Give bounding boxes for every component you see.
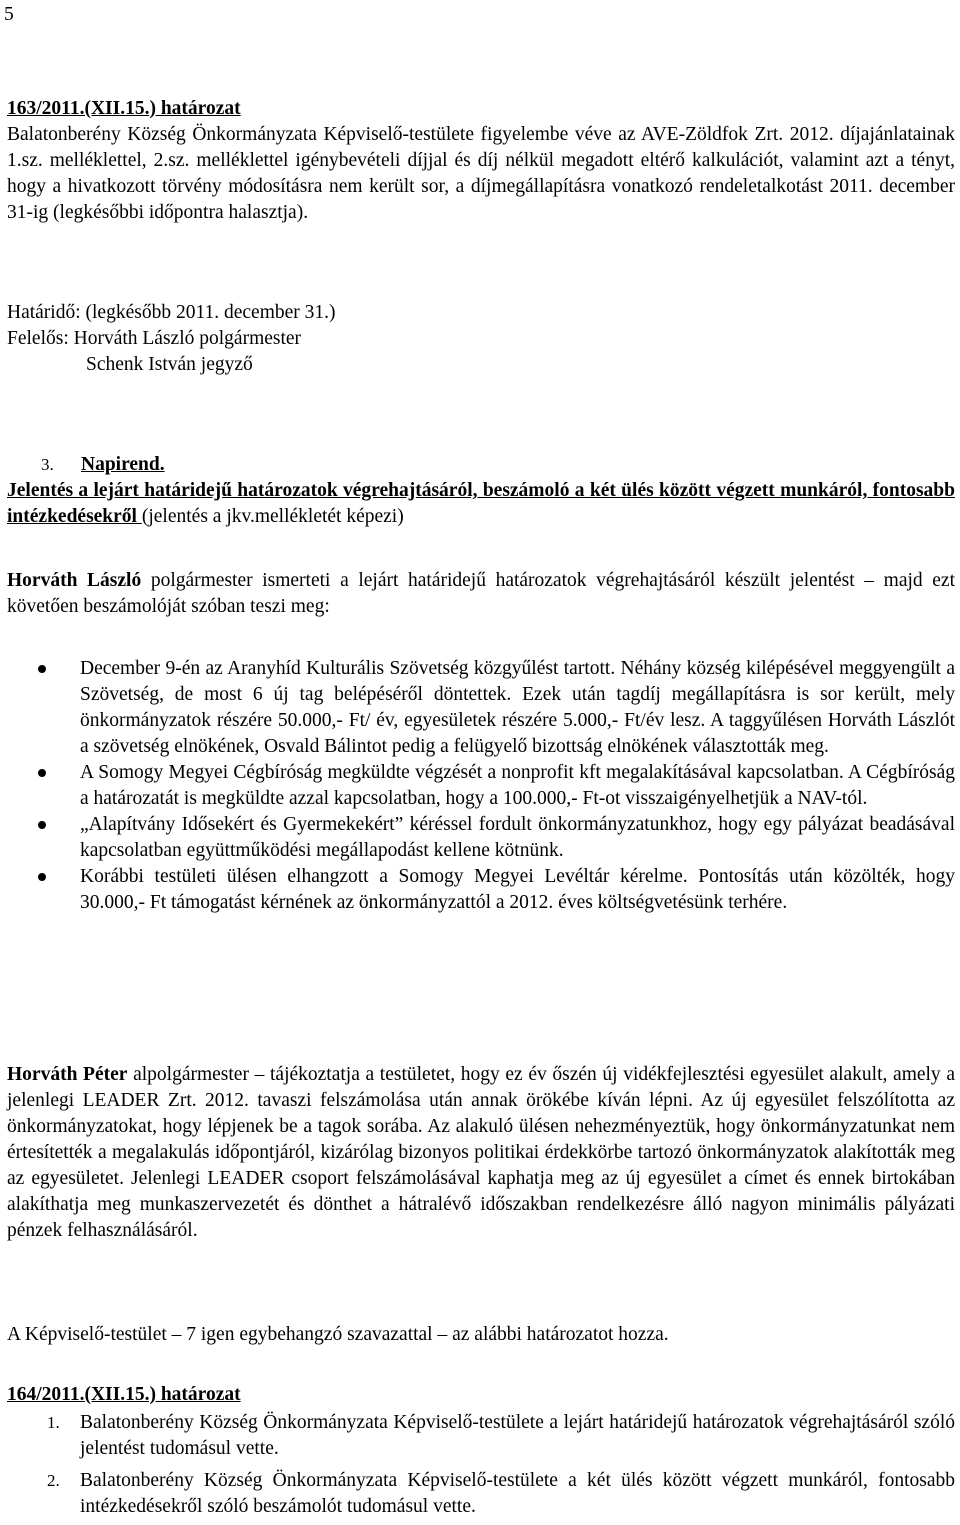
responsible: Felelős: Horváth László polgármester: [7, 328, 302, 349]
report-bullets: [7, 656, 955, 916]
intro-paragraph: [7, 568, 955, 620]
page-number: 5: [4, 4, 14, 25]
bullet-icon: [38, 665, 46, 673]
agenda-number: 3.: [41, 455, 54, 474]
list-item: [7, 1468, 955, 1520]
bullet-icon: [38, 769, 46, 777]
list-item-text: Korábbi testületi ülésen elhangzott a Somogy Megyei Levéltár kérelme. Pontosítás után közölték, hogy 30.000,- Ft támogatást kérnének az önkormányzattól a 2012. éves költségvetésünk terhére.: [80, 866, 955, 913]
intro-speaker: Horváth László: [7, 570, 142, 591]
agenda-label: Napirend.: [81, 454, 165, 475]
agenda-title: [7, 478, 955, 530]
bullet-icon: [38, 873, 46, 881]
item-number: 1.: [47, 1413, 60, 1432]
list-item: [7, 656, 955, 760]
list-item-text: A Somogy Megyei Cégbíróság megküldte végzését a nonprofit kft megalakításával kapcsolatban. A Cégbíróság a határozatát is megküldte azzal kapcsolatban, hogy a 100.000,- Ft-ot visszaigényelhetjük a NAV-tól.: [80, 762, 955, 809]
agenda-title-note: (jelentés a jkv.mellékletét képezi): [141, 506, 404, 527]
resolution-164-title-block: [7, 1382, 955, 1408]
deputy-speaker: Horváth Péter: [7, 1064, 128, 1085]
resolution-164-items: [7, 1410, 955, 1520]
list-item-text: „Alapítvány Idősekért és Gyermekekért” kéréssel fordult önkormányzatunkhoz, hogy egy pályázat beadásával kapcsolatban együttműködési megállapodást kellene kötnünk.: [80, 814, 955, 861]
agenda-heading: [7, 452, 955, 478]
item-number: 2.: [47, 1471, 60, 1490]
list-item: [7, 864, 955, 916]
list-item-text: December 9-én az Aranyhíd Kulturális Szövetség közgyűlést tartott. Néhány község kilépésével meggyengült a Szövetség, de most 6 új tag belépéséről döntettek. Ezek után tagdíj megállapításra is sor került, mely önkormányzatok részére 50.000,- Ft/ év, egyesületek részére 5.000,- Ft/év lesz. A taggyűlésen Horváth Lászlót a szövetség elnökének, Osvald Bálintot pedig a felügyelő bizottság elnökének választották meg.: [80, 658, 955, 757]
agenda-item: [7, 452, 955, 530]
resolution-163-body: Balatonberény Község Önkormányzata Képviselő-testülete figyelembe véve az AVE-Zöldfok Zrt. 2012. díjajánlatainak 1.sz. melléklettel, 2.sz. melléklettel igénybevételi díjjal és díj nélkül megadott eltérő kalkulációt, valamint azt a tényt, hogy a hivatkozott törvény módosításra nem került sor, a díjmegállapításra vonatkozó rendeletalkotást 2011. december 31-ig (legkésőbbi időpontra halasztja).: [7, 124, 955, 223]
deadline: Határidő: (legkésőbb 2011. december 31.): [7, 302, 336, 323]
deputy-paragraph: [7, 1062, 955, 1244]
item-text: Balatonberény Község Önkormányzata Képviselő-testülete a lejárt határidejű határozatok végrehajtásáról szóló jelentést tudomásul vette.: [80, 1412, 955, 1459]
vote-text: A Képviselő-testület – 7 igen egybehangzó szavazattal – az alábbi határozatot hozza.: [7, 1324, 669, 1345]
resolution-164-title: 164/2011.(XII.15.) határozat: [7, 1384, 241, 1405]
deadline-block: [7, 300, 955, 378]
vote-paragraph: [7, 1322, 955, 1348]
deputy-text: alpolgármester – tájékoztatja a testületet, hogy ez év őszén új vidékfejlesztési egyesület alakult, amely a jelenlegi LEADER Zrt. 2012. tavaszi felszámolása után annak örökébe kíván lépni. Az új egyesület felszólította az önkormányzatokat, hogy lépjenek be a tagok sorába. Az alakuló ülésen nehezményeztük, hogy önkormányzatunkat nem értesítették a megalakulás időpontjáról, kizárólag bizonyos politikai érdekkörbe tartozó önkormányzatok alakították meg az egyesületet. Jelenlegi LEADER csoport felszámolásával kaphatja meg az új egyesület a címet és ennek birtokában alakíthatja meg munkaszervezetét és dönthet a hátralévő időszakban rendelkezésre álló nagyon minimális pályázati pénzek felhasználásáról.: [7, 1064, 955, 1241]
agenda-title-main: Jelentés a lejárt határidejű határozatok végrehajtásáról, beszámoló a két ülés között végzett munkáról, fontosabb intézkedésekről: [7, 480, 955, 527]
resolution-163: [7, 96, 955, 226]
bullet-icon: [38, 821, 46, 829]
intro-text: polgármester ismerteti a lejárt határidejű határozatok végrehajtásáról készült jelentést – majd ezt követően beszámolóját szóban teszi meg:: [7, 570, 955, 617]
list-item: [7, 1410, 955, 1462]
responsible-2: Schenk István jegyző: [86, 354, 253, 375]
item-text: Balatonberény Község Önkormányzata Képviselő-testülete a két ülés között végzett munkáról, fontosabb intézkedésekről szóló beszámolót tudomásul vette.: [80, 1470, 955, 1517]
resolution-163-title: 163/2011.(XII.15.) határozat: [7, 98, 241, 119]
list-item: [7, 812, 955, 864]
list-item: [7, 760, 955, 812]
